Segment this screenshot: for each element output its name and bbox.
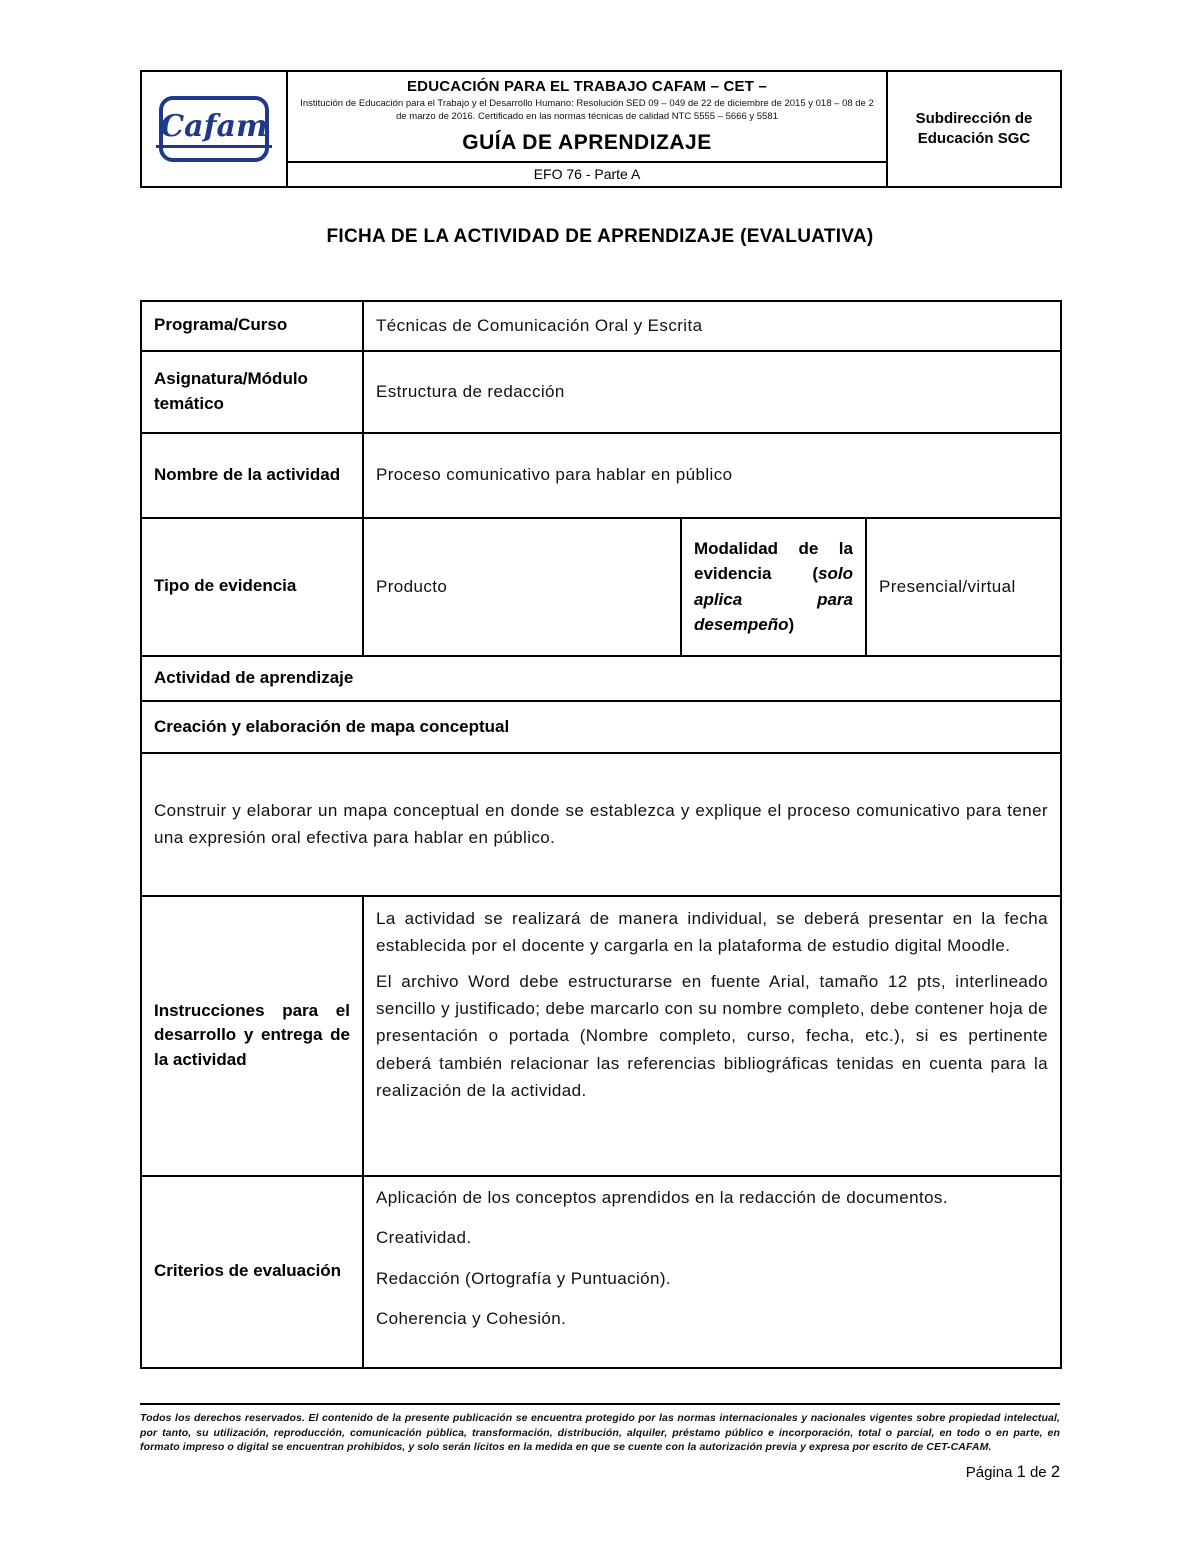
actividad-desc: Construir y elaborar un mapa conceptual en donde se establezca y explique el proceso comunicativo para tener una expresión oral efectiva para hablar en público.: [141, 753, 1061, 896]
tipo-evidencia-label: Tipo de evidencia: [141, 518, 363, 656]
page-number-total: 2: [1050, 1463, 1060, 1482]
criterio-item: Creatividad.: [376, 1228, 472, 1248]
nombre-actividad-label: Nombre de la actividad: [141, 433, 363, 518]
modalidad-prefix: Modalidad de la evidencia (: [694, 538, 853, 584]
copyright-notice: Todos los derechos reservados. El contenido de la presente publicación se encuentra protegido por las normas internacionales y nacionales vigentes sobre propiedad intelectual, por tanto, su utilización, reproducción, comunicación pública, transformación, distribución, alquiler, préstamo público e incorporación, total o parcial, en todo o en parte, en formato impreso o digital se encuentran prohibidos, y solo serán lícitos en la medida en que se cuente con la autorización previa y expresa por escrito de CET-CAFAM.: [140, 1411, 1060, 1454]
header-table: [140, 70, 1062, 188]
doc-code: EFO 76 - Parte A: [533, 165, 641, 182]
instrucciones-paragraph: La actividad se realizará de manera individual, se deberá presentar en la fecha establecida por el docente y cargarla en la plataforma de estudio digital Moodle.: [376, 908, 1048, 955]
asignatura-label: Asignatura/Módulo temático: [141, 351, 363, 433]
modalidad-italic: solo aplica para desempeño: [694, 564, 853, 635]
org-subtitle: Institución de Educación para el Trabajo y el Desarrollo Humano: Resolución SED 09 – 049 de 22 de diciembre de 2015 y 018 – 08 de 2 de marzo de 2016. Certificado en las normas técnicas de calidad NTC 5555 – 5666 y 5581: [300, 98, 874, 122]
page-footer: [140, 1403, 1060, 1483]
criterios-value: [363, 1176, 1061, 1368]
instrucciones-value: [363, 896, 1061, 1176]
actividad-title: Creación y elaboración de mapa conceptual: [141, 701, 1061, 753]
doc-code-cell: [287, 162, 887, 187]
modalidad-label: [681, 518, 866, 656]
programa-value: Técnicas de Comunicación Oral y Escrita: [363, 301, 1061, 351]
department-text: Subdirección de Educación SGC: [915, 109, 1033, 147]
row-tipo-evidencia: [141, 518, 1061, 656]
row-nombre-actividad: [141, 433, 1061, 518]
criterio-item: Redacción (Ortografía y Puntuación).: [376, 1268, 672, 1288]
row-asignatura: [141, 351, 1061, 433]
criterio-item: Coherencia y Cohesión.: [376, 1309, 567, 1329]
instrucciones-paragraph: El archivo Word debe estructurarse en fuente Arial, tamaño 12 pts, interlineado sencillo y justificado; debe marcarlo con su nombre completo, debe contener hoja de presentación o portada (Nombre completo, curso, fecha, etc.), si es pertinente deberá también relacionar las referencias bibliográficas tenidas en cuenta para la realización de la actividad.: [376, 972, 1048, 1100]
modalidad-suffix: ): [788, 615, 795, 635]
instrucciones-label: Instrucciones para el desarrollo y entrega de la actividad: [141, 896, 363, 1176]
org-title: EDUCACIÓN PARA EL TRABAJO CAFAM – CET –: [406, 78, 768, 95]
row-programa: [141, 301, 1061, 351]
page-number-middle: de: [1025, 1464, 1051, 1482]
row-actividad-title: [141, 701, 1061, 753]
asignatura-value: Estructura de redacción: [363, 351, 1061, 433]
page-number-current: 1: [1016, 1463, 1026, 1482]
row-instrucciones: [141, 896, 1061, 1176]
document-page: [140, 0, 1060, 1482]
actividad-header: Actividad de aprendizaje: [141, 656, 1061, 701]
cafam-logo: [159, 96, 269, 162]
page-number: [140, 1463, 1060, 1482]
row-actividad-header: [141, 656, 1061, 701]
doc-title: GUÍA DE APRENDIZAJE: [462, 130, 712, 154]
header-center-cell: [287, 71, 887, 162]
nombre-actividad-value: Proceso comunicativo para hablar en público: [363, 433, 1061, 518]
criterio-item: Aplicación de los conceptos aprendidos en la redacción de documentos.: [376, 1187, 948, 1207]
logo-cell: [141, 71, 287, 187]
activity-table: [140, 300, 1062, 1369]
programa-label: Programa/Curso: [141, 301, 363, 351]
row-criterios: [141, 1176, 1061, 1368]
page-number-prefix: Página: [965, 1464, 1017, 1482]
cafam-logo-text: Cafam: [156, 109, 271, 148]
page-title: FICHA DE LA ACTIVIDAD DE APRENDIZAJE (EVALUATIVA): [326, 225, 874, 247]
tipo-evidencia-value: Producto: [363, 518, 681, 656]
department-box: [887, 71, 1061, 187]
criterios-label: Criterios de evaluación: [141, 1176, 363, 1368]
row-actividad-desc: [141, 753, 1061, 896]
modalidad-value: Presencial/virtual: [866, 518, 1061, 656]
